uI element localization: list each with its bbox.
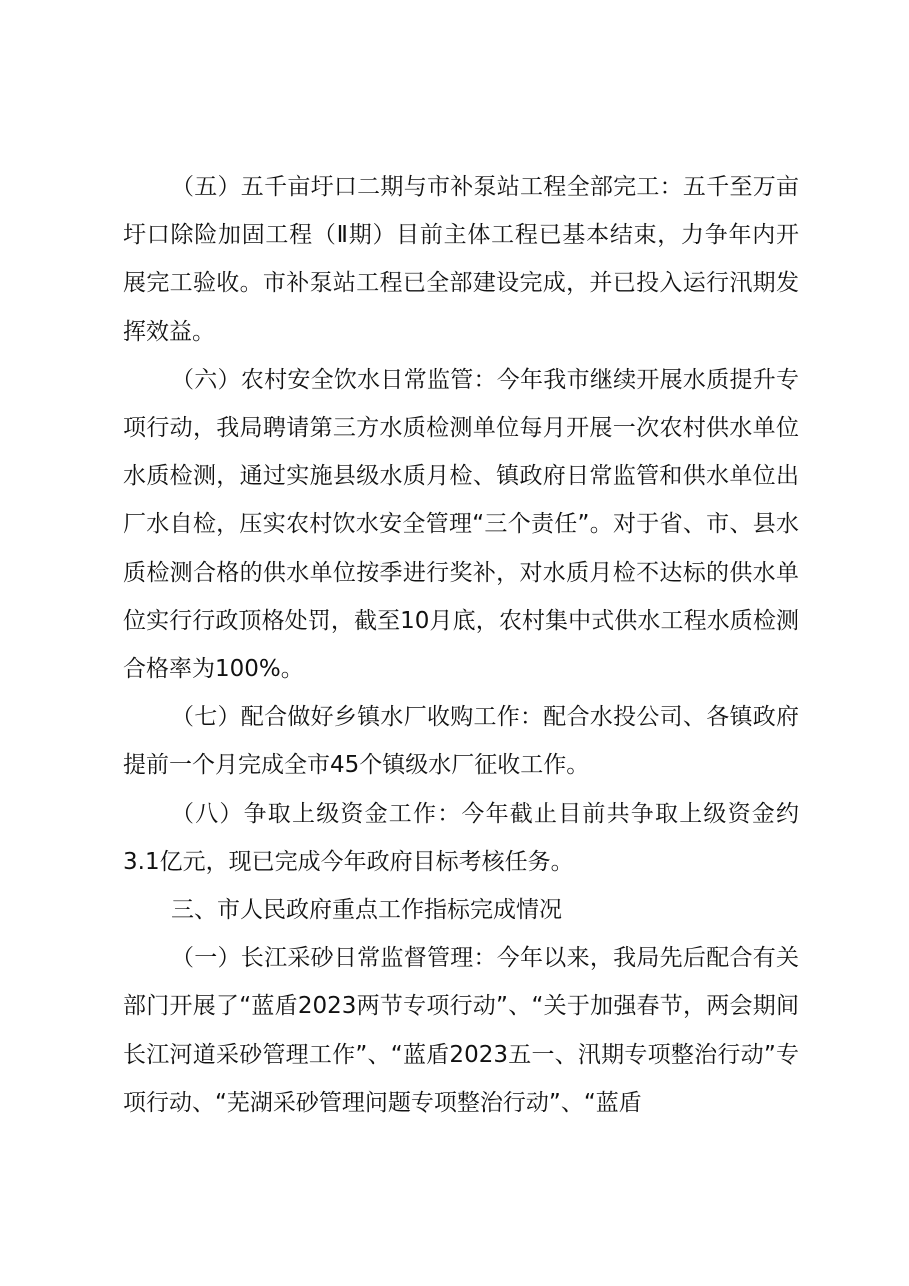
paragraph-section-three-one: （一）长江采砂日常监督管理：今年以来，我局先后配合有关部门开展了“蓝盾2023两节专项行动”、“关于加强春节，两会期间长江河道采砂管理工作”、“蓝盾2023五一、汛期专项整治行动”专项行动、“芜湖采砂管理问题专项整治行动”、“蓝盾 [123, 945, 799, 1116]
document-body [123, 163, 799, 1127]
paragraph-eight: （八）争取上级资金工作：今年截止目前共争取上级资金约3.1亿元，现已完成今年政府目标考核任务。 [123, 800, 799, 875]
section-heading: 三、市人民政府重点工作指标完成情况 [171, 897, 562, 924]
paragraph-seven: （七）配合做好乡镇水厂收购工作：配合水投公司、各镇政府提前一个月完成全市45个镇级水厂征收工作。 [123, 704, 799, 779]
paragraph-six: （六）农村安全饮水日常监管：今年我市继续开展水质提升专项行动，我局聘请第三方水质检测单位每月开展一次农村供水单位水质检测，通过实施县级水质月检、镇政府日常监管和供水单位出厂水自检，压实农村饮水安全管理“三个责任”。对于省、市、县水质检测合格的供水单位按季进行奖补，对水质月检不达标的供水单位实行行政顶格处罚，截至10月底，农村集中式供水工程水质检测合格率为100%。 [123, 366, 799, 683]
paragraph-five: （五）五千亩圩口二期与市补泵站工程全部完工：五千至万亩圩口除险加固工程（Ⅱ期）目前主体工程已基本结束，力争年内开展完工验收。市补泵站工程已全部建设完成，并已投入运行汛期发挥效益。 [123, 174, 799, 345]
